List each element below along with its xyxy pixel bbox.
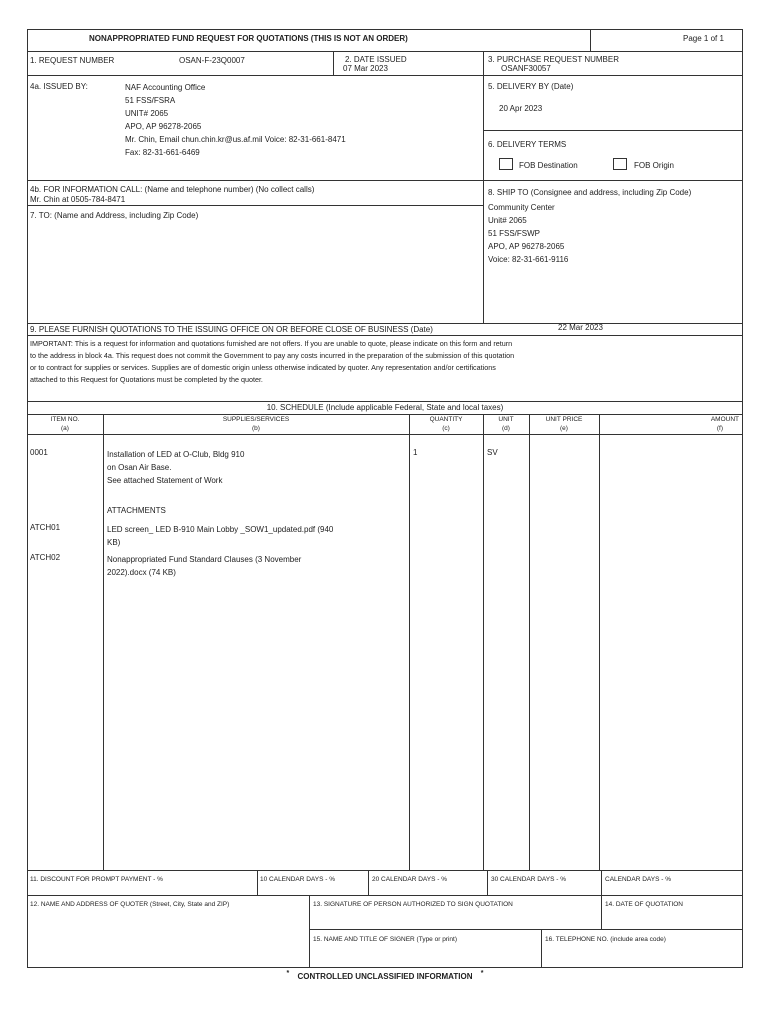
fob-origin-checkbox[interactable] [613,158,627,170]
col-supplies-header: SUPPLIES/SERVICES [222,416,290,423]
discount-30-days: 30 CALENDAR DAYS - % [491,876,567,883]
signer-name-title-label: 15. NAME AND TITLE OF SIGNER (Type or print) [313,936,457,943]
info-call-label: 4b. FOR INFORMATION CALL: (Name and telephone number) (No collect calls) [30,185,315,194]
discount-10-days: 10 CALENDAR DAYS - % [260,876,336,883]
issued-by-address: NAF Accounting Office 51 FSS/FSRA UNIT# 2065 APO, AP 96278-2065 Mr. Chin, Email chun.chin.kr@us.af.mil Voice: 82-31-661-8471 Fax: 82-31-661-6469 [125,83,346,157]
delivery-by-label: 5. DELIVERY BY (Date) [488,82,574,91]
cui-footer [0,970,770,981]
fob-destination-label: FOB Destination [519,161,578,170]
attachment-2-description[interactable]: Nonappropriated Fund Standard Clauses (3 November 2022).docx (74 KB) [107,555,302,577]
delivery-terms-label: 6. DELIVERY TERMS [488,140,567,149]
request-number-label: 1. REQUEST NUMBER [30,56,115,65]
info-call-value: Mr. Chin at 0505-784-8471 [30,195,126,204]
col-unit-price-header: UNIT PRICE [545,416,583,423]
attachments-title: ATTACHMENTS [107,506,166,515]
attachment-2-item: ATCH02 [30,553,61,562]
purchase-request-label: 3. PURCHASE REQUEST NUMBER [488,55,619,64]
purchase-request-value: OSANF30057 [501,64,551,73]
footer-mark-left: * [286,970,290,977]
date-issued-label: 2. DATE ISSUED [345,55,407,64]
footer-text: CONTROLLED UNCLASSIFIED INFORMATION [297,971,473,981]
to-label: 7. TO: (Name and Address, including Zip Code) [30,211,199,220]
quotation-due-label: 9. PLEASE FURNISH QUOTATIONS TO THE ISSUING OFFICE ON OR BEFORE CLOSE OF BUSINESS (Date) [30,325,433,334]
fob-origin-label: FOB Origin [634,161,675,170]
ship-to-address: Community Center Unit# 2065 51 FSS/FSWP APO, AP 96278-2065 Voice: 82-31-661-9116 [488,203,569,264]
item-0001-quantity: 1 [413,448,418,457]
discount-calendar-days: CALENDAR DAYS - % [605,876,671,883]
footer-mark-right: * [480,970,484,977]
discount-20-days: 20 CALENDAR DAYS - % [372,876,448,883]
quoter-name-address-label: 12. NAME AND ADDRESS OF QUOTER (Street, City, State and ZIP) [30,901,230,908]
telephone-label: 16. TELEPHONE NO. (include area code) [545,936,666,943]
date-issued-value: 07 Mar 2023 [343,64,388,73]
page-number: Page 1 of 1 [683,34,724,43]
attachment-1-description[interactable]: LED screen_ LED B-910 Main Lobby _SOW1_updated.pdf (940 KB) [107,525,334,547]
important-notice: IMPORTANT: This is a request for information and quotations furnished are not offers. If you are unable to quote, please indicate on this form and return to the address in block 4a. This request does not commit the Government to pay any costs incurred in the preparation of the submission of this quotation or to contract for supplies or services. Supplies are of domestic origin unless otherwise indicated by quoter. Any representation and/or certifications attached to this Request for Quotations must be completed by the quoter. [30,339,515,384]
item-0001: 0001 [30,448,48,457]
ship-to-label: 8. SHIP TO (Consignee and address, including Zip Code) [488,188,692,197]
quotation-due-value: 22 Mar 2023 [558,323,603,332]
request-number-value: OSAN-F-23Q0007 [179,56,245,65]
item-0001-description: Installation of LED at O-Club, Bldg 910 on Osan Air Base. See attached Statement of Work [107,450,245,485]
delivery-by-value: 20 Apr 2023 [499,104,543,113]
issued-by-label: 4a. ISSUED BY: [30,82,88,91]
fob-destination-checkbox[interactable] [499,158,513,170]
schedule-title: 10. SCHEDULE (Include applicable Federal, State and local taxes) [266,403,504,412]
signature-label: 13. SIGNATURE OF PERSON AUTHORIZED TO SIGN QUOTATION [313,901,513,908]
col-item-header: ITEM NO. [50,416,80,423]
rfq-form: NONAPPROPRIATED FUND REQUEST FOR QUOTATIONS (THIS IS NOT AN ORDER) Page 1 of 1 1. REQUEST NUMBER OSAN-F-23Q0007 2. DATE ISSUED 07 Mar 2023 3. PURCHASE REQUEST NUMBER OSANF30057 4a. ISSUED BY: NAF Accounting Office 51 FSS/FSRA UNIT# 2065 APO, AP 96278-2065 Mr. Chin, Email chun.chin.kr@us.af.mil Voice: 82-31-661-8471 Fax: 82-31-661-6469 5. DELIVERY BY (Date) 20 Apr 2023 6. DELIVERY TERMS FOB Destination FOB Origin 4b. FOR INFORMATION CALL: (Name and telephone number) (No collect calls) Mr. Chin at 0505-784-8471 7. TO: (Name and Address, including Zip Code) 8. SHIP TO (Consignee and address, including Zip Code) Community Center Unit# 2065 51 FSS/FSWP APO, AP 96278-2065 Voice: 82-31-661-9116 9. PLEASE FURNISH QUOTATIONS TO THE ISSUING OFFICE ON OR BEFORE CLOSE OF BUSINESS (Date) 22 Mar 2023 IMPORTANT: This is a request for information and quotations furnished are not offers. If you are unable to quote, please indicate on this form and return to the address in block 4a. This request does not commit the Government to pay any costs incurred in the preparation of the submission of this quotation or to contract for supplies or services. Supplies are of domestic origin unless otherwise indicated by quoter. Any representation and/or certifications attached to this Request for Quotations must be completed by the quoter. 10. SCHEDULE (Include applicable Federal, State and local taxes) ITEM NO. (a) SUPPLIES/SERVICES (b) QUANTITY (c) UNIT (d) UNIT PRICE (e) AMOUNT (f) 0001 Installation of LED at O-Club, Bldg 910 on Osan Air Base. See attached Statement of Work 1 SV ATTACHMENTS ATCH01 LED screen_ LED B-910 Main Lobby _SOW1_updated.pdf (940 KB) ATCH02 Nonappropriated Fund Standard Clauses (3 November 2022).docx (74 KB) 11. DISCOUNT FOR PROMPT PAYMENT - % 10 CALENDAR DAYS - % 20 CALENDAR DAYS - % 30 CALENDAR DAYS - % CALENDAR DAYS - % 12. NAME AND ADDRESS OF QUOTER (Street, City, State and ZIP) 13. SIGNATURE OF PERSON AUTHORIZED TO SIGN QUOTATION 14. DATE OF QUOTATION 15. NAME AND TITLE OF SIGNER (Type or print) 16. TELEPHONE NO. (include area code) [27,29,743,968]
item-0001-unit: SV [487,448,498,457]
date-of-quotation-label: 14. DATE OF QUOTATION [605,901,684,908]
col-quantity-header: QUANTITY [429,416,463,423]
attachment-1-item: ATCH01 [30,523,61,532]
col-unit-header: UNIT [498,416,514,423]
form-title: NONAPPROPRIATED FUND REQUEST FOR QUOTATIONS (THIS IS NOT AN ORDER) [89,34,408,43]
col-amount-header: AMOUNT [710,416,739,423]
discount-label: 11. DISCOUNT FOR PROMPT PAYMENT - % [30,876,163,883]
